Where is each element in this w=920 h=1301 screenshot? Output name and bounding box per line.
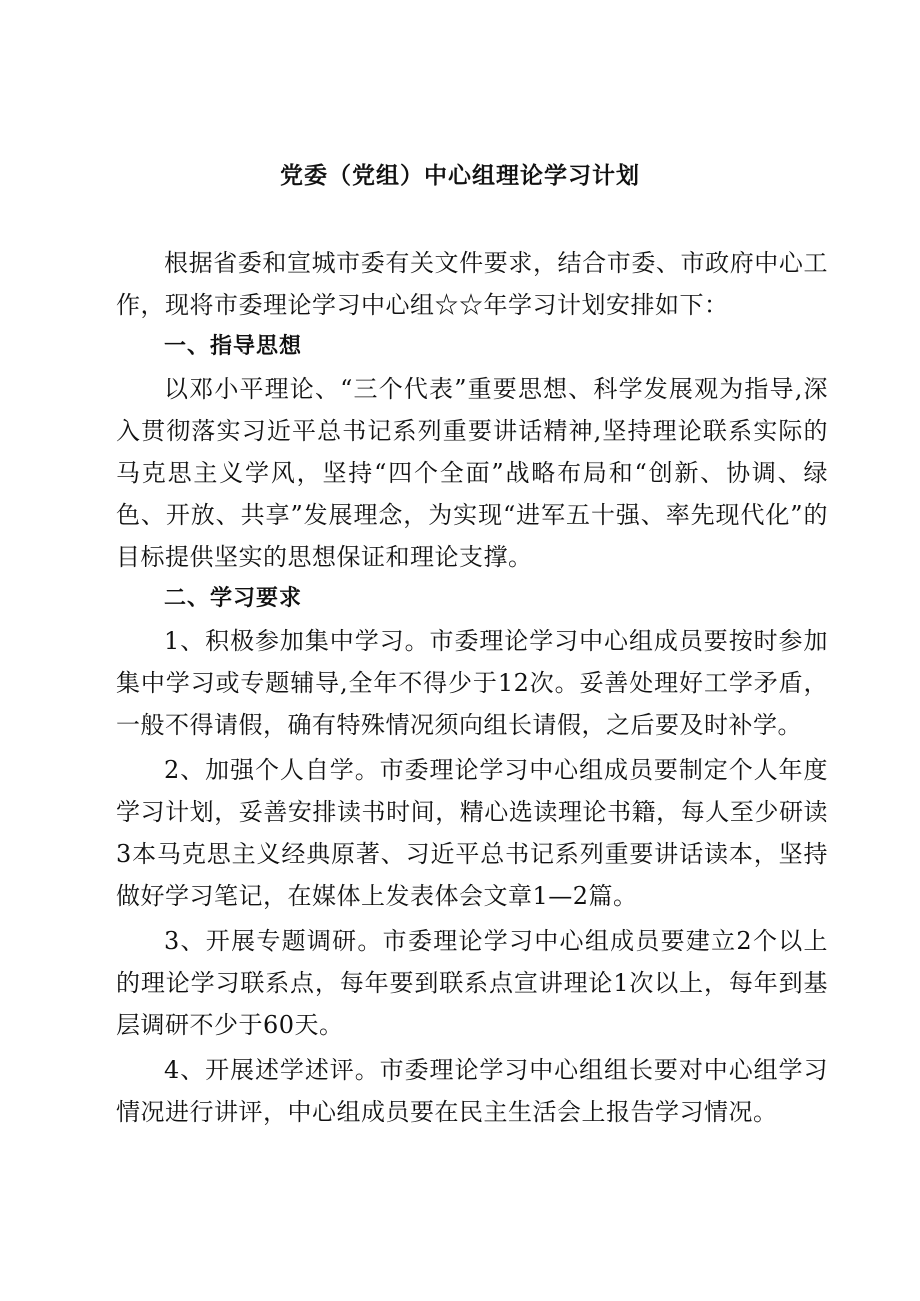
section-heading-guiding-ideology: 一、指导思想 (164, 334, 303, 359)
requirement-item-3: 3、开展专题调研。市委理论学习中心组成员要建立2个以上的理论学习联系点，每年要到联系点宣讲理论1次以上，每年到基层调研不少于60天。 (116, 927, 828, 1039)
requirement-item-1: 1、积极参加集中学习。市委理论学习中心组成员要按时参加集中学习或专题辅导,全年不得少于12次。妥善处理好工学矛盾，一般不得请假，确有特殊情况须向组长请假，之后要及时补学。 (116, 627, 828, 739)
guiding-ideology-paragraph: 以邓小平理论、“三个代表”重要思想、科学发展观为指导,深入贯彻落实习近平总书记系列重要讲话精神,坚持理论联系实际的马克思主义学风，坚持“四个全面”战略布局和“创新、协调、绿色、开放、共享”发展理念，为实现“进军五十强、率先现代化”的目标提供坚实的思想保证和理论支撑。 (116, 375, 828, 571)
section-heading-study-requirements: 二、学习要求 (164, 586, 303, 611)
document-body (116, 242, 828, 1133)
requirement-item-2: 2、加强个人自学。市委理论学习中心组成员要制定个人年度学习计划，妥善安排读书时间，精心选读理论书籍，每人至少研读3本马克思主义经典原著、习近平总书记系列重要讲话读本，坚持做好学习笔记，在媒体上发表体会文章1—2篇。 (116, 756, 828, 910)
requirement-item-4: 4、开展述学述评。市委理论学习中心组组长要对中心组学习情况进行讲评，中心组成员要在民主生活会上报告学习情况。 (116, 1056, 828, 1126)
document-title: 党委（党组）中心组理论学习计划 (280, 163, 640, 189)
intro-paragraph: 根据省委和宣城市委有关文件要求，结合市委、市政府中心工作，现将市委理论学习中心组☆☆年学习计划安排如下： (116, 249, 828, 319)
